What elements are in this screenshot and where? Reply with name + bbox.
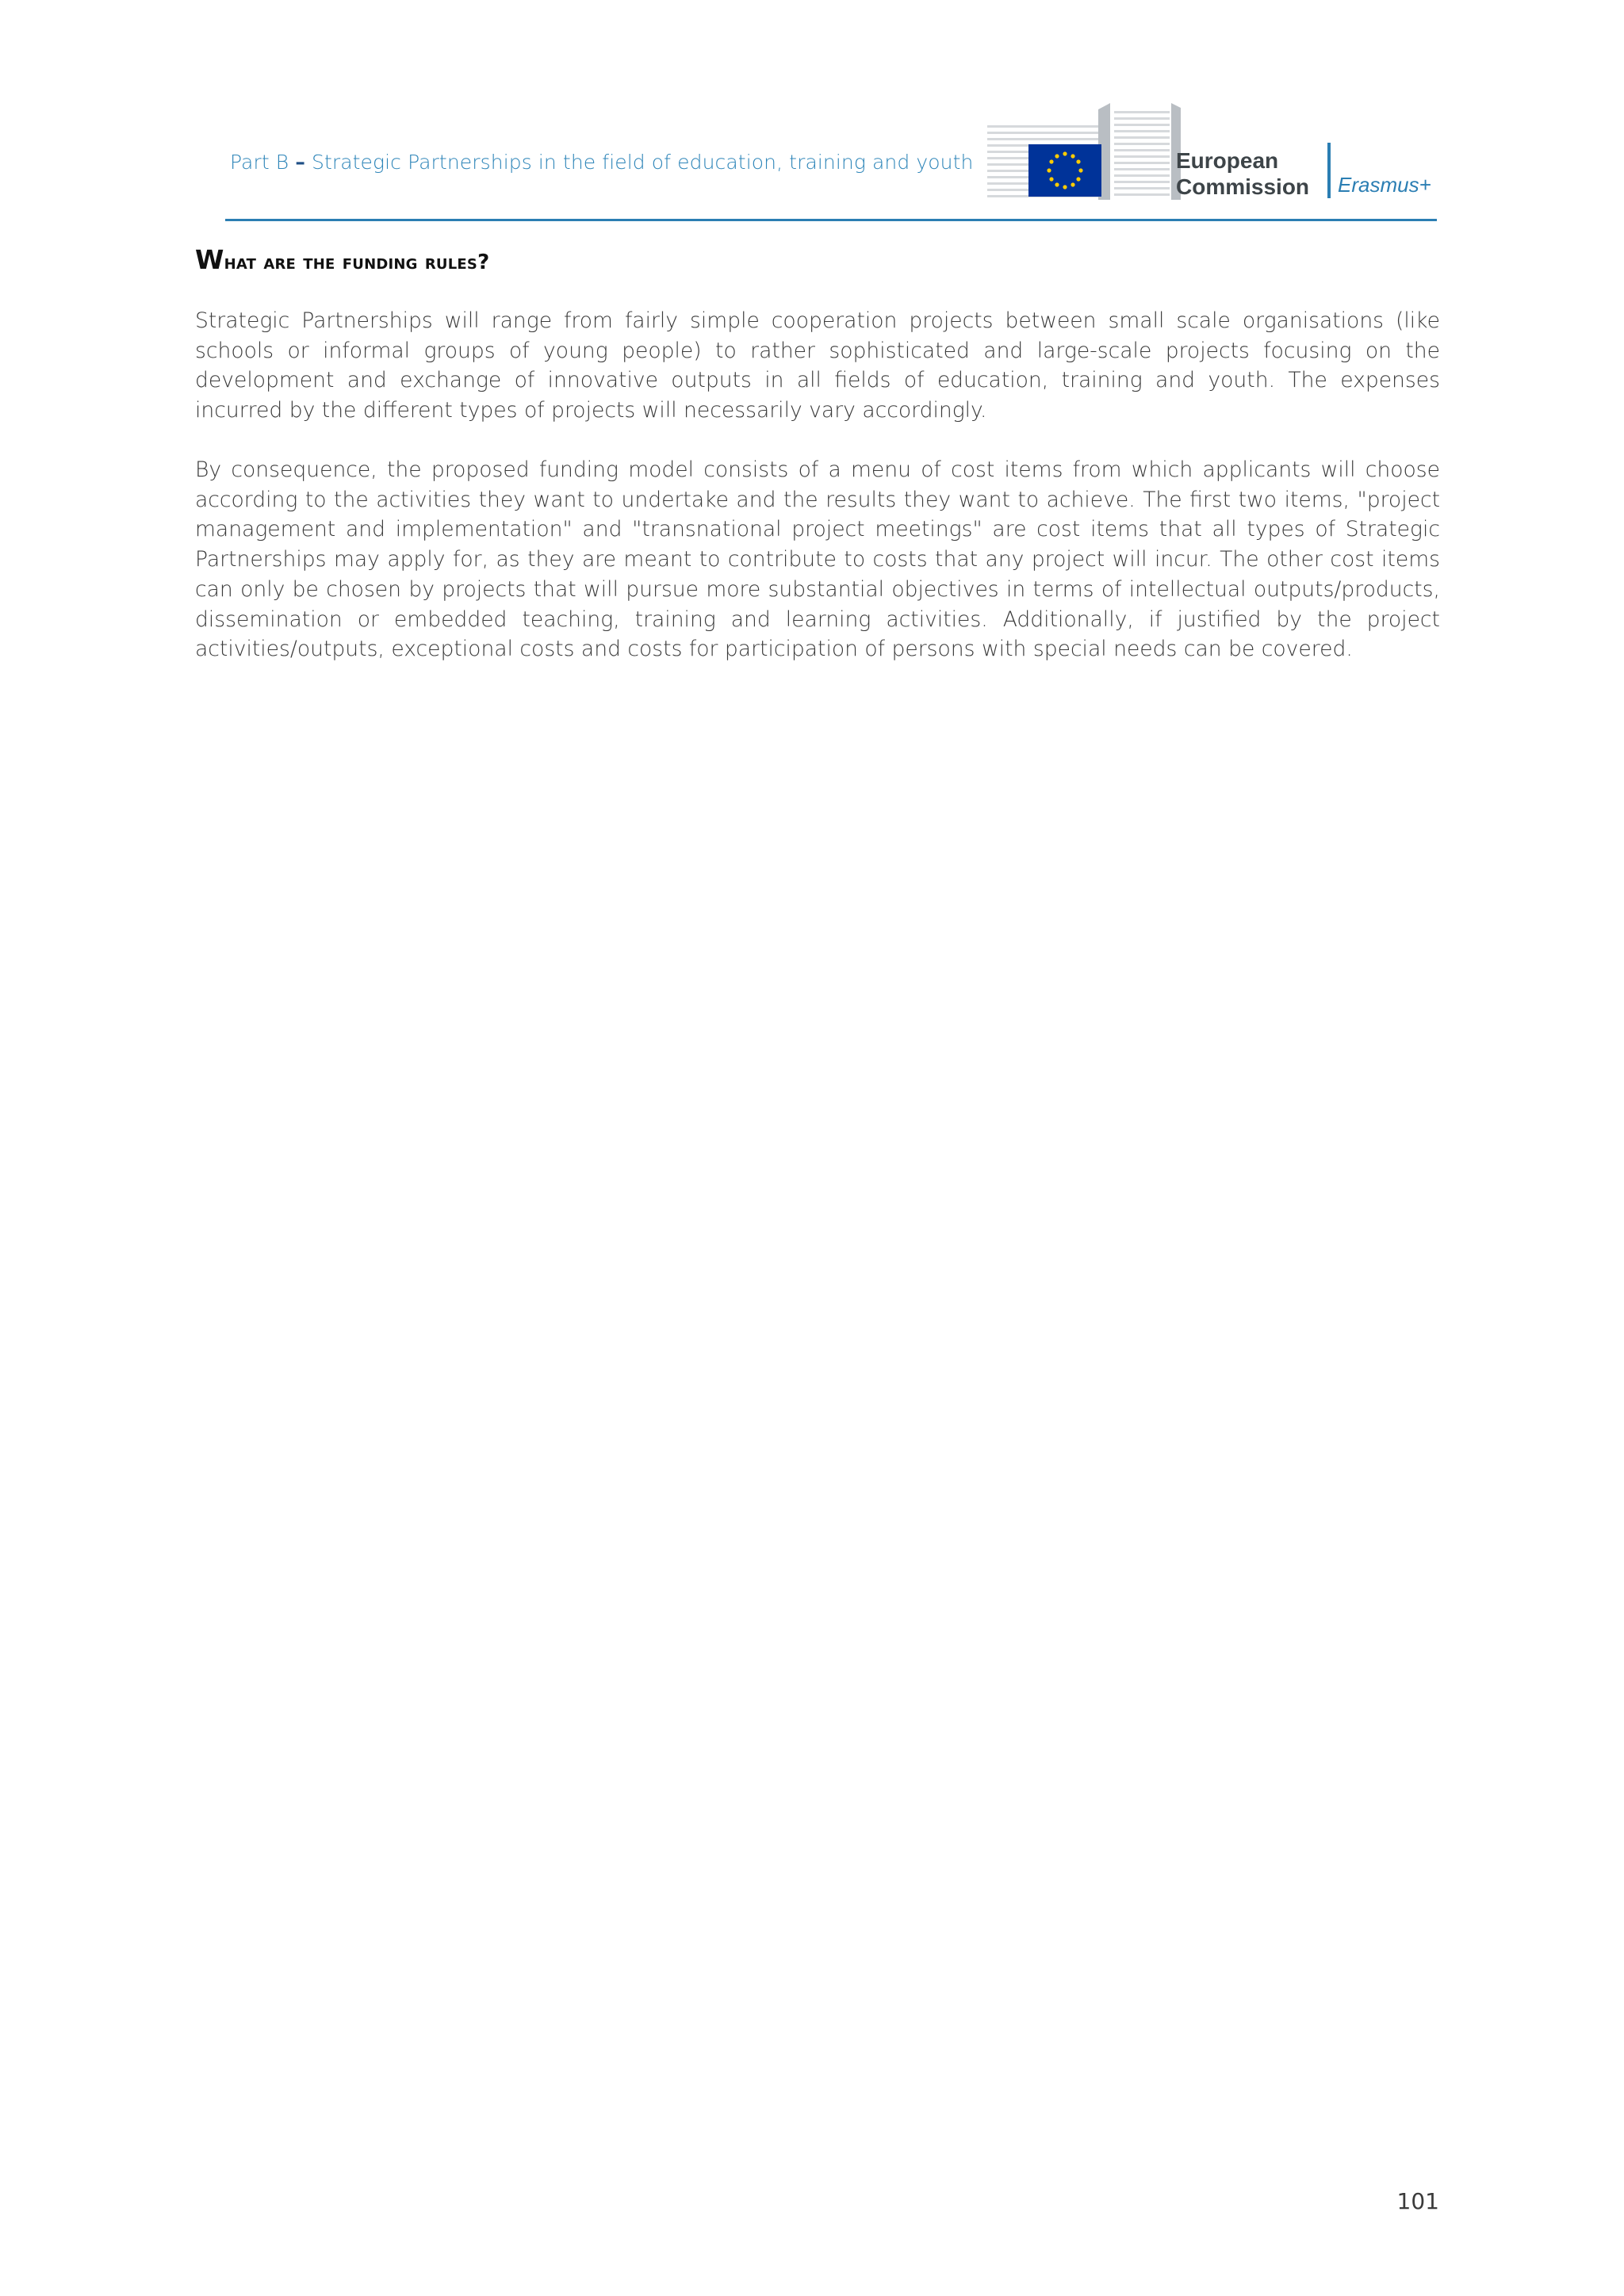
logo-line-european: European (1176, 148, 1279, 173)
section-heading (195, 244, 489, 275)
part-label: Part B (230, 151, 289, 174)
header-divider (225, 219, 1437, 221)
heading-initial: W (195, 244, 224, 275)
heading-rest: hat are the funding rules? (224, 251, 490, 274)
running-header (230, 151, 973, 174)
header-dash: – (295, 151, 305, 174)
european-commission-logo (987, 103, 1439, 206)
paragraph-intro: Strategic Partnerships will range from fairly simple cooperation projects between small scale organisations (like schools or informal groups of young people) to rather sophisticated and large-scale projects focusing on the development and exchange of innovative outputs in all fields of education, training and youth. The expenses incurred by the different types of projects will necessarily vary accordingly. (195, 308, 1440, 423)
logo-line-commission: Commission (1176, 174, 1310, 199)
section-title: Strategic Partnerships in the field of education, training and youth (311, 151, 974, 174)
paragraph-funding-model: By consequence, the proposed funding model consists of a menu of cost items from which applicants will choose according to the activities they want to undertake and the results they want to achieve. The first two items, "project management and implementation" and "transnational project meetings" are cost items that all types of Strategic Partnerships may apply for, as they are meant to contribute to costs that any project will incur. The other cost items can only be chosen by projects that will pursue more substantial objectives in terms of intellectual outputs/products, dissemination or embedded teaching, training and learning activities. Additionally, if justified by the project activities/outputs, exceptional costs and costs for participation of persons with special needs can be covered. (195, 457, 1440, 662)
page-number: 101 (1396, 2188, 1439, 2214)
logo-erasmus-plus: Erasmus+ (1338, 173, 1431, 197)
